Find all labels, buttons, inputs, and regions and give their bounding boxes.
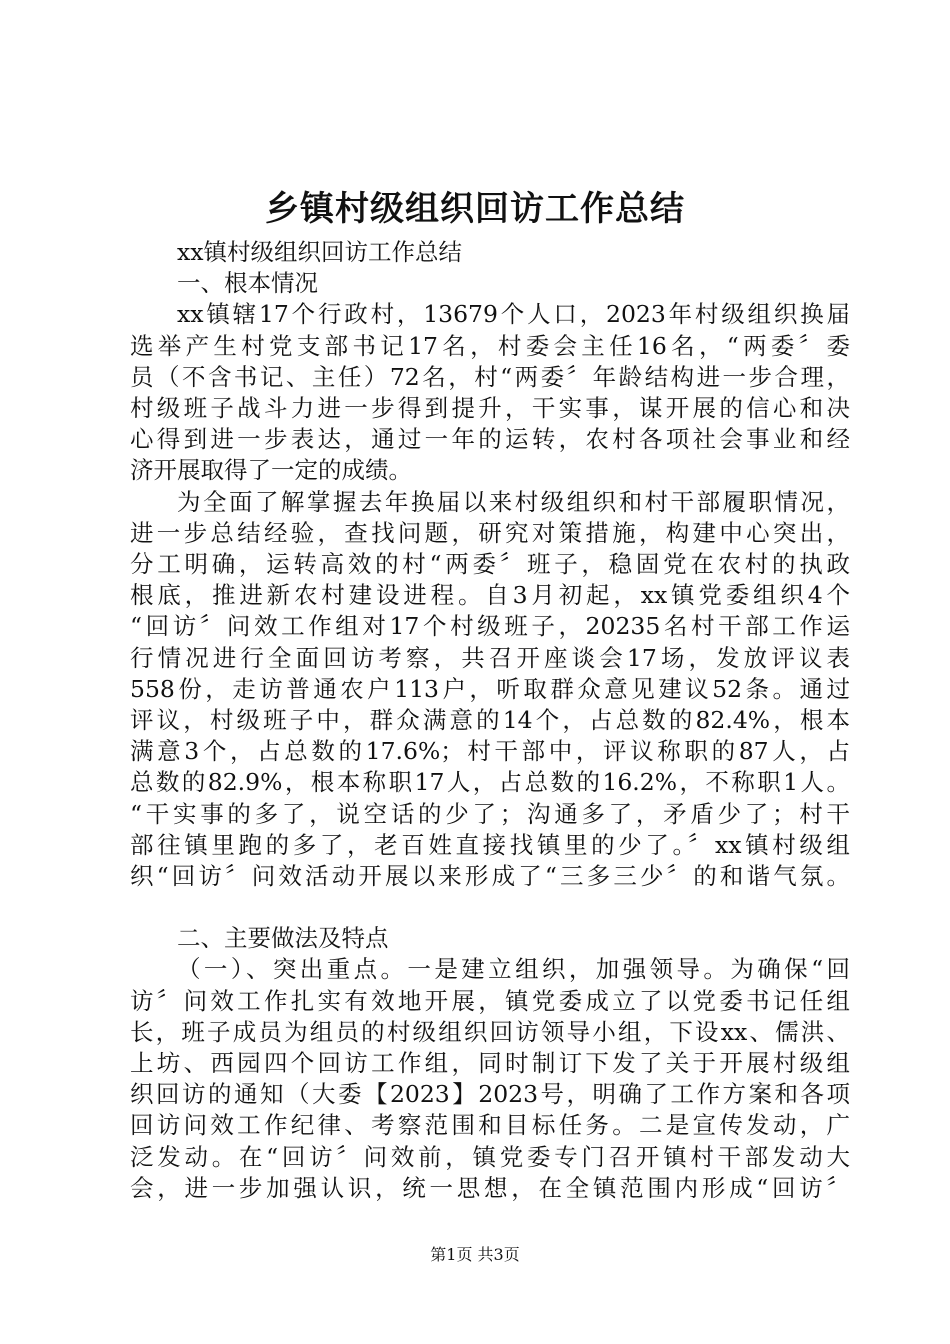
- paragraph-line: 织回访的通知（大委【2023】2023号，明确了工作方案和各项: [130, 1080, 850, 1109]
- paragraph-line: 长，班子成员为组员的村级组织回访领导小组，下设xx、儒洪、: [130, 1017, 850, 1046]
- paragraph-line: 济开展取得了一定的成绩。: [130, 456, 412, 485]
- paragraph-line: 泛发动。在“回访〞问效前，镇党委专门召开镇村干部发动大: [130, 1142, 850, 1171]
- paragraph-line: 村级班子战斗力进一步得到提升，干实事，谋开展的信心和决: [130, 394, 850, 423]
- subtitle-line: xx镇村级组织回访工作总结: [177, 238, 463, 266]
- paragraph-line: 访〞问效工作扎实有效地开展，镇党委成立了以党委书记任组: [130, 986, 850, 1015]
- paragraph-line: 部往镇里跑的多了，老百姓直接找镇里的少了。〞xx镇村级组: [130, 830, 850, 859]
- paragraph-line: 评议，村级班子中，群众满意的14个，占总数的82.4%，根本: [130, 706, 850, 735]
- paragraph-line: 织“回访〞问效活动开展以来形成了“三多三少〞的和谐气氛。: [130, 862, 850, 891]
- paragraph-gap: [130, 892, 850, 923]
- paragraph-line: 上坊、西园四个回访工作组，同时制订下发了关于开展村级组: [130, 1049, 850, 1078]
- section-heading: 二、主要做法及特点: [177, 924, 389, 953]
- paragraph-line: 行情况进行全面回访考察，共召开座谈会17场，发放评议表: [130, 643, 850, 672]
- section-heading: 一、根本情况: [177, 269, 318, 298]
- paragraph-line: 为全面了解掌握去年换届以来村级组织和村干部履职情况，: [177, 487, 850, 516]
- paragraph-line: 满意3个，占总数的17.6%；村干部中，评议称职的87人，占: [130, 737, 850, 766]
- paragraph-line: 分工明确，运转高效的村“两委〞班子，稳固党在农村的执政: [130, 550, 850, 579]
- paragraph-line: 回访问效工作纪律、考察范围和目标任务。二是宣传发动，广: [130, 1111, 850, 1140]
- paragraph-line: “干实事的多了，说空话的少了；沟通多了，矛盾少了；村干: [130, 799, 850, 828]
- paragraph-line: xx镇辖17个行政村，13679个人口，2023年村级组织换届: [177, 300, 850, 329]
- paragraph-line: 558份，走访普通农户113户，听取群众意见建议52条。通过: [130, 674, 850, 703]
- document-title: 乡镇村级组织回访工作总结: [265, 189, 685, 229]
- paragraph-line: 根底，推进新农村建设进程。自3月初起，xx镇党委组织4个: [130, 581, 850, 610]
- paragraph-line: “回访〞问效工作组对17个村级班子，20235名村干部工作运: [130, 612, 850, 641]
- paragraph-line: 会，进一步加强认识，统一思想，在全镇范围内形成“回访〞: [130, 1173, 850, 1202]
- document-body: [130, 237, 850, 1204]
- page-number: 第1页 共3页: [430, 1245, 520, 1264]
- paragraph-line: 心得到进一步表达，通过一年的运转，农村各项社会事业和经: [130, 425, 850, 454]
- paragraph-line: 进一步总结经验，查找问题，研究对策措施，构建中心突出，: [130, 518, 850, 547]
- paragraph-line: 员（不含书记、主任）72名，村“两委〞年龄结构进一步合理，: [130, 362, 850, 391]
- paragraph-line: 选举产生村党支部书记17名，村委会主任16名，“两委〞委: [130, 331, 850, 360]
- paragraph-line: （一）、突出重点。一是建立组织，加强领导。为确保“回: [177, 955, 850, 984]
- paragraph-line: 总数的82.9%，根本称职17人，占总数的16.2%，不称职1人。: [130, 768, 850, 797]
